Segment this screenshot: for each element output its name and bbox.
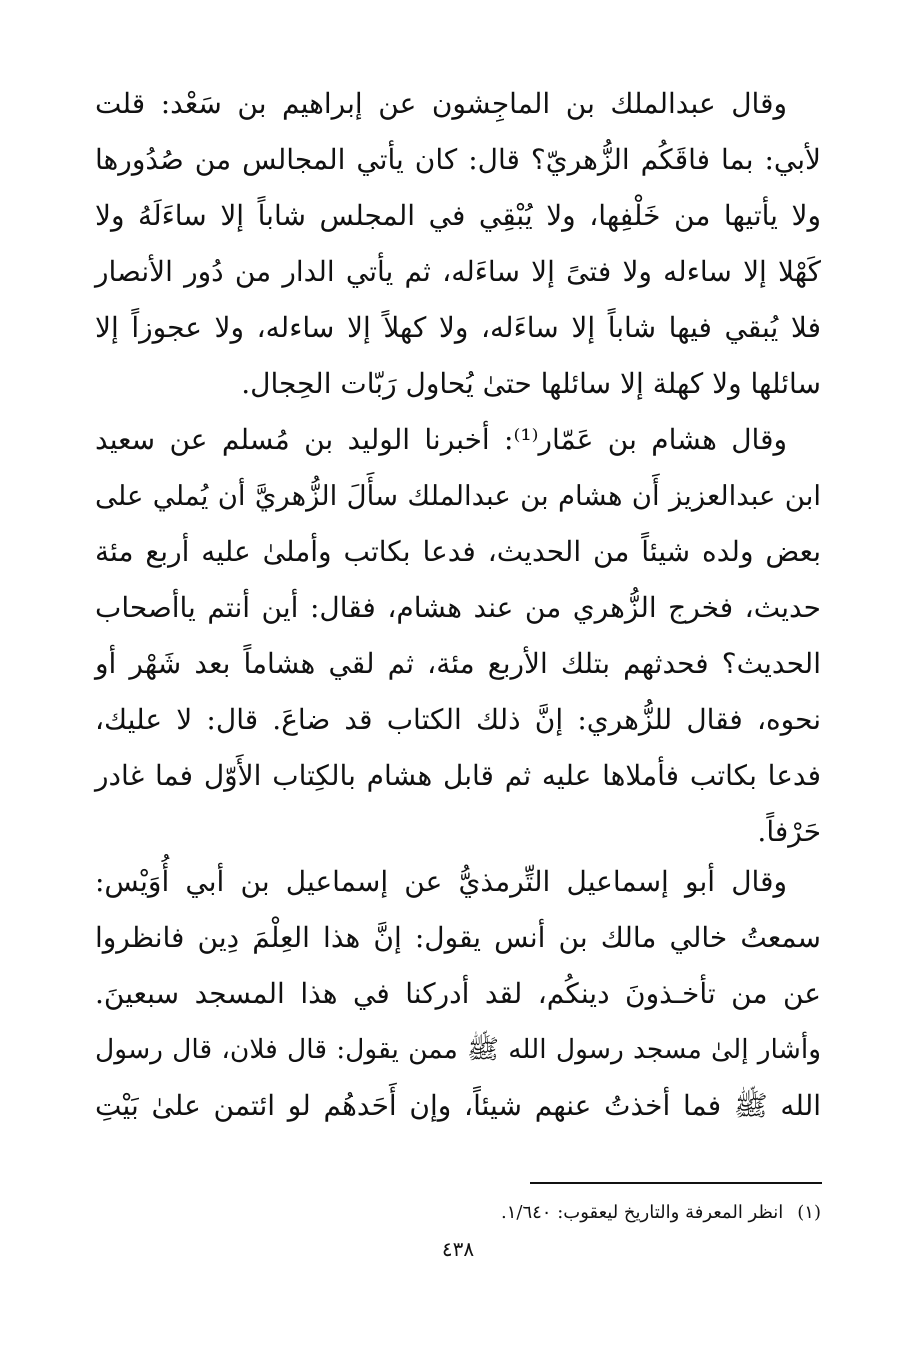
paragraph-1: [95, 76, 821, 412]
paragraph-line: الله ﷺ فما أخذتُ عنهم شيئاً، وإن أَحَدهُم لو ائتمن علىٰ بَيْتِ: [95, 1089, 821, 1122]
footnote-number: (١): [797, 1202, 821, 1223]
paragraph-line: ابن عبدالعزيز أَن هشام بن عبدالملك سأَلَ الزُّهريَّ أن يُملي على: [95, 480, 821, 512]
page-number: ٤٣٨: [441, 1237, 475, 1261]
footnote-divider: [530, 1182, 822, 1184]
paragraph-line: بعض ولده شيئاً من الحديث، فدعا بكاتب وأملىٰ عليه أربع مئة: [95, 535, 821, 568]
paragraph-line: سائلها ولا كهلة إلا سائلها حتىٰ يُحاول رَبّات الحِجال.: [241, 367, 821, 400]
paragraph-line: الحديث؟ فحدثهم بتلك الأربع مئة، ثم لقي هشاماً بعد شَهْر أو: [95, 647, 821, 680]
paragraph-line: وأشار إلىٰ مسجد رسول الله ﷺ ممن يقول: قال فلان، قال رسول: [95, 1034, 821, 1065]
paragraph-line: سمعتُ خالي مالك بن أنس يقول: إنَّ هذا العِلْمَ دِين فانظروا: [95, 921, 821, 954]
paragraph-line: فلا يُبقي فيها شاباً إلا ساءَله، ولا كهلاً إلا ساءله، ولا عجوزاً إلا: [95, 311, 821, 344]
paragraph-line: نحوه، فقال للزُّهري: إنَّ ذلك الكتاب قد ضاعَ. قال: لا عليك،: [95, 703, 821, 736]
paragraph-line: فدعا بكاتب فأملاها عليه ثم قابل هشام بالكِتاب الأَوّل فما غادر: [95, 759, 821, 792]
paragraph-line: وقال عبدالملك بن الماجِشون عن إبراهيم بن سَعْد: قلت: [95, 87, 787, 120]
footnote: [300, 1198, 821, 1228]
paragraph-line: عن من تأخـذونَ دينكُم، لقد أدركنا في هذا المسجد سبعينَ.: [95, 977, 821, 1010]
paragraph-line: كَهْلا إلا ساءله ولا فتىً إلا ساءَله، ثم يأتي الدار من دُور الأنصار: [95, 255, 821, 288]
paragraph-line: ولا يأتيها من خَلْفِها، ولا يُبْقِي في المجلس شاباً إلا ساءَلَهُ ولا: [95, 199, 821, 232]
paragraph-line: وقال هشام بن عَمّار⁽¹⁾: أخبرنا الوليد بن مُسلم عن سعيد: [95, 423, 787, 456]
paragraph-2: [95, 412, 821, 860]
paragraph-line: وقال أبو إسماعيل التِّرمذيُّ عن إسماعيل بن أبي أُوَيْس:: [95, 865, 787, 898]
paragraph-line: لأبي: بما فاقَكُم الزُّهريّ؟ قال: كان يأتي المجالس من صُدُورها: [95, 143, 821, 176]
footnote-text: انظر المعرفة والتاريخ ليعقوب: ١/٦٤٠.: [500, 1202, 784, 1223]
paragraph-line: حديث، فخرج الزُّهري من عند هشام، فقال: أين أنتم ياأصحاب: [95, 591, 821, 624]
paragraph-line: حَرْفاً.: [757, 815, 821, 848]
paragraph-3: [95, 854, 821, 1134]
